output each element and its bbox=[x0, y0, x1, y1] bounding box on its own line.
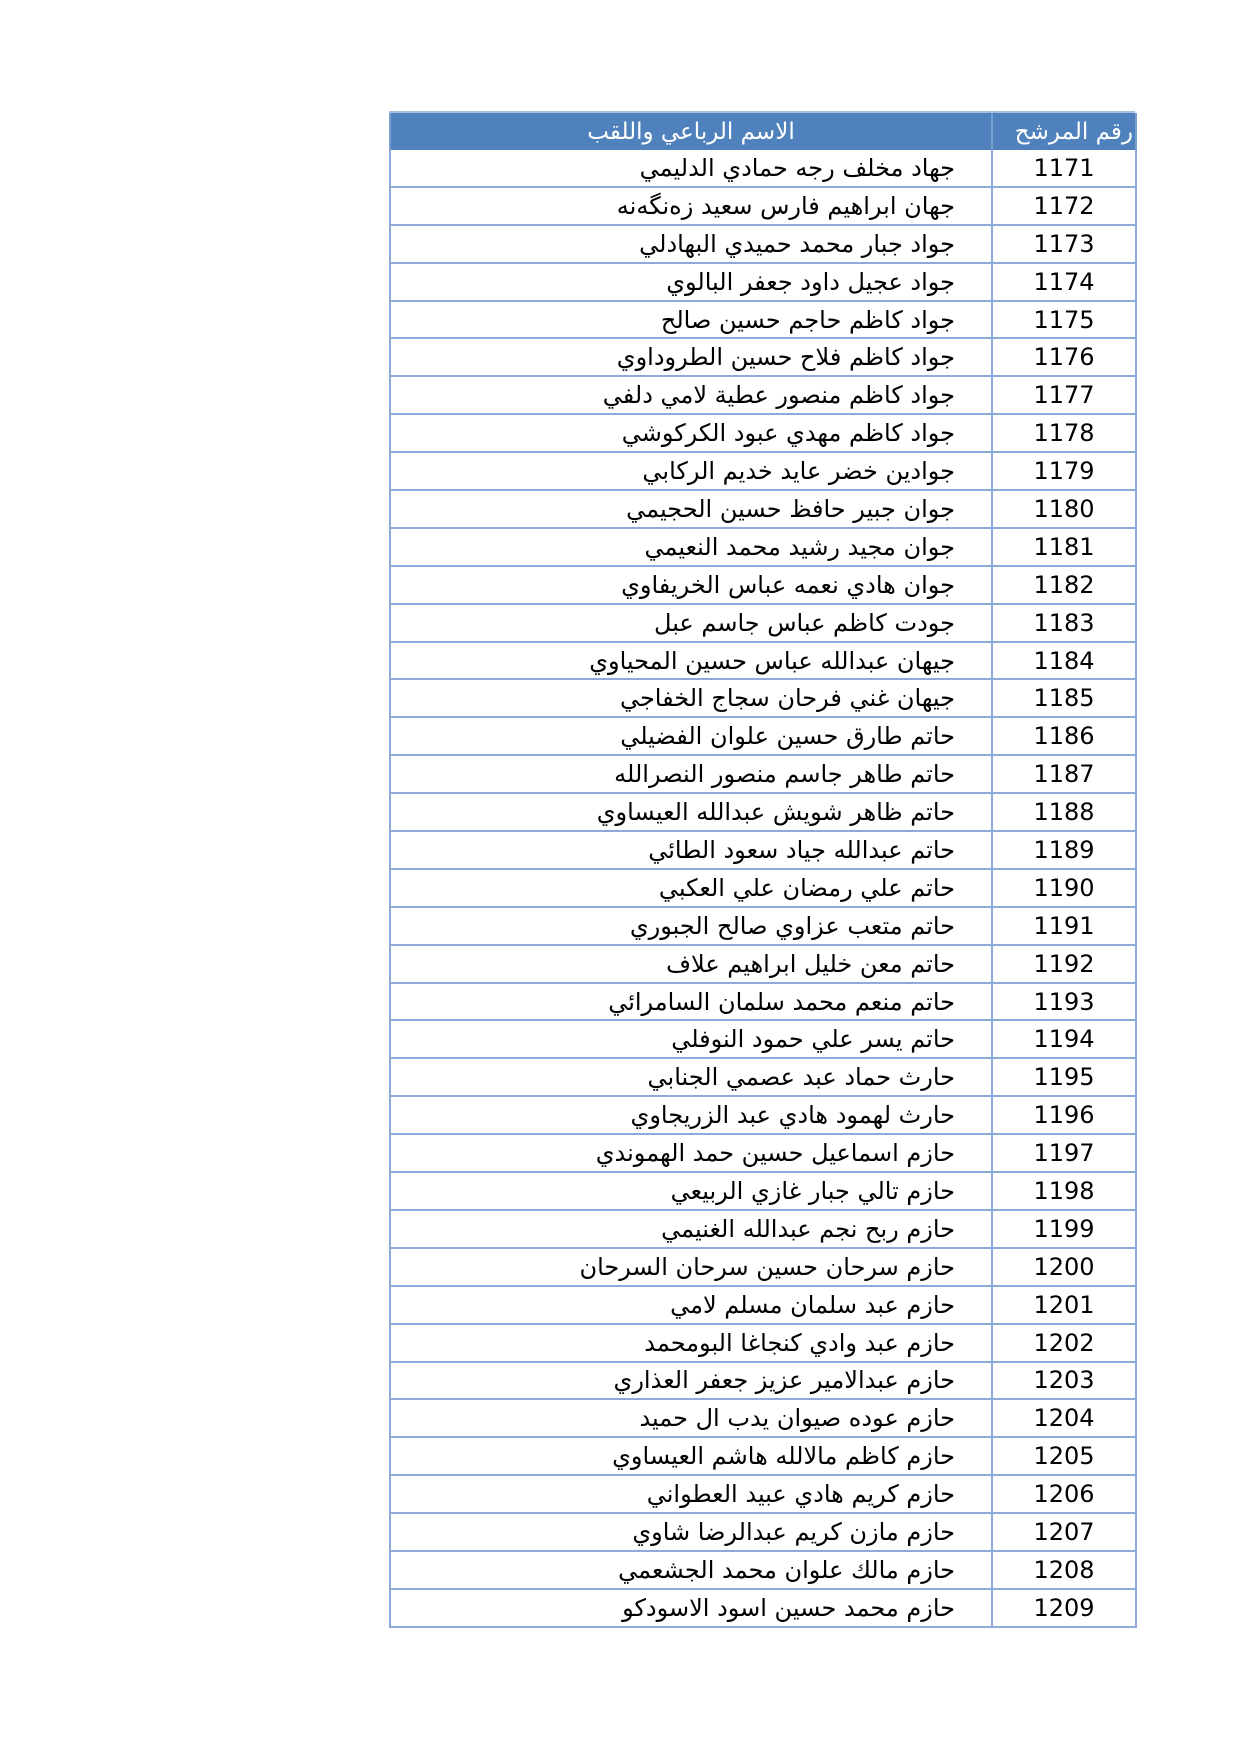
table-row bbox=[390, 338, 1136, 376]
candidate-name-cell: حاتم يسر علي حمود النوفلي bbox=[390, 1020, 992, 1058]
candidate-name-cell: حازم اسماعيل حسين حمد الهموندي bbox=[390, 1134, 992, 1172]
candidate-number-cell: 1190 bbox=[992, 869, 1136, 907]
candidate-name-cell: حاتم طاهر جاسم منصور النصرالله bbox=[390, 755, 992, 793]
candidate-number-cell: 1181 bbox=[992, 528, 1136, 566]
candidate-name-cell: جوان هادي نعمه عباس الخريفاوي bbox=[390, 566, 992, 604]
table-row bbox=[390, 1134, 1136, 1172]
candidate-name-cell: جيهان عبدالله عباس حسين المحياوي bbox=[390, 642, 992, 680]
table-row bbox=[390, 604, 1136, 642]
table-body bbox=[390, 150, 1136, 1627]
candidate-number-cell: 1174 bbox=[992, 263, 1136, 301]
table-row bbox=[390, 1096, 1136, 1134]
candidate-name-cell: جوان جبير حافظ حسين الحجيمي bbox=[390, 490, 992, 528]
table-row bbox=[390, 831, 1136, 869]
table-row bbox=[390, 376, 1136, 414]
candidate-number-cell: 1205 bbox=[992, 1437, 1136, 1475]
candidate-number-cell: 1207 bbox=[992, 1513, 1136, 1551]
candidate-name-cell: جهاد مخلف رجه حمادي الدليمي bbox=[390, 150, 992, 187]
candidate-name-cell: جيهان غني فرحان سجاج الخفاجي bbox=[390, 679, 992, 717]
candidate-name-cell: جواد جبار محمد حميدي البهادلي bbox=[390, 225, 992, 263]
candidate-number-cell: 1175 bbox=[992, 301, 1136, 339]
header-candidate-number: رقم المرشح bbox=[992, 113, 1136, 150]
candidate-number-cell: 1189 bbox=[992, 831, 1136, 869]
candidate-number-cell: 1183 bbox=[992, 604, 1136, 642]
candidate-name-cell: حازم مالك علوان محمد الجشعمي bbox=[390, 1551, 992, 1589]
table-row bbox=[390, 1172, 1136, 1210]
candidate-number-cell: 1201 bbox=[992, 1286, 1136, 1324]
candidate-number-cell: 1206 bbox=[992, 1475, 1136, 1513]
candidate-number-cell: 1192 bbox=[992, 945, 1136, 983]
candidate-number-cell: 1180 bbox=[992, 490, 1136, 528]
table-row bbox=[390, 945, 1136, 983]
candidate-number-cell: 1196 bbox=[992, 1096, 1136, 1134]
table-row bbox=[390, 1589, 1136, 1627]
candidate-number-cell: 1209 bbox=[992, 1589, 1136, 1627]
table-row bbox=[390, 755, 1136, 793]
candidate-name-cell: جوان مجيد رشيد محمد النعيمي bbox=[390, 528, 992, 566]
table-row bbox=[390, 1210, 1136, 1248]
candidate-number-cell: 1194 bbox=[992, 1020, 1136, 1058]
candidate-number-cell: 1193 bbox=[992, 983, 1136, 1021]
table-row bbox=[390, 150, 1136, 187]
table-row bbox=[390, 1248, 1136, 1286]
candidate-number-cell: 1200 bbox=[992, 1248, 1136, 1286]
table-row bbox=[390, 414, 1136, 452]
table-row bbox=[390, 187, 1136, 225]
candidate-name-cell: حازم كاظم مالالله هاشم العيساوي bbox=[390, 1437, 992, 1475]
candidate-number-cell: 1171 bbox=[992, 150, 1136, 187]
candidate-number-cell: 1188 bbox=[992, 793, 1136, 831]
candidate-number-cell: 1191 bbox=[992, 907, 1136, 945]
table-row bbox=[390, 566, 1136, 604]
candidate-name-cell: حاتم عبدالله جياد سعود الطائي bbox=[390, 831, 992, 869]
table-row bbox=[390, 642, 1136, 680]
table-row bbox=[390, 1475, 1136, 1513]
candidate-name-cell: جواد كاظم حاجم حسين صالح bbox=[390, 301, 992, 339]
table-row bbox=[390, 679, 1136, 717]
candidate-name-cell: جهان ابراهيم فارس سعيد زەنگەنه bbox=[390, 187, 992, 225]
candidate-number-cell: 1178 bbox=[992, 414, 1136, 452]
table-row bbox=[390, 263, 1136, 301]
table-row bbox=[390, 1399, 1136, 1437]
candidate-number-cell: 1177 bbox=[992, 376, 1136, 414]
table-row bbox=[390, 1286, 1136, 1324]
candidate-number-cell: 1187 bbox=[992, 755, 1136, 793]
candidate-number-cell: 1172 bbox=[992, 187, 1136, 225]
candidate-number-cell: 1208 bbox=[992, 1551, 1136, 1589]
candidate-number-cell: 1184 bbox=[992, 642, 1136, 680]
candidate-table bbox=[389, 113, 1137, 1628]
candidate-name-cell: حاتم ظاهر شويش عبدالله العيساوي bbox=[390, 793, 992, 831]
candidate-number-cell: 1173 bbox=[992, 225, 1136, 263]
candidate-name-cell: جوادين خضر عايد خديم الركابي bbox=[390, 452, 992, 490]
table-header-row bbox=[390, 113, 1136, 150]
candidate-name-cell: حاتم علي رمضان علي العكبي bbox=[390, 869, 992, 907]
candidate-name-cell: حازم تالي جبار غازي الربيعي bbox=[390, 1172, 992, 1210]
candidate-name-cell: حارث لهمود هادي عبد الزريجاوي bbox=[390, 1096, 992, 1134]
candidate-name-cell: حازم ربح نجم عبدالله الغنيمي bbox=[390, 1210, 992, 1248]
candidate-number-cell: 1198 bbox=[992, 1172, 1136, 1210]
candidate-name-cell: حاتم متعب عزاوي صالح الجبوري bbox=[390, 907, 992, 945]
candidate-name-cell: حاتم معن خليل ابراهيم علاف bbox=[390, 945, 992, 983]
table-row bbox=[390, 1551, 1136, 1589]
candidate-number-cell: 1204 bbox=[992, 1399, 1136, 1437]
table-row bbox=[390, 528, 1136, 566]
table-row bbox=[390, 301, 1136, 339]
candidate-name-cell: جواد كاظم مهدي عبود الكركوشي bbox=[390, 414, 992, 452]
candidate-number-cell: 1195 bbox=[992, 1058, 1136, 1096]
candidate-name-cell: حازم عوده صيوان يدب ال حميد bbox=[390, 1399, 992, 1437]
table-row bbox=[390, 1058, 1136, 1096]
candidate-number-cell: 1179 bbox=[992, 452, 1136, 490]
table-row bbox=[390, 869, 1136, 907]
candidate-number-cell: 1185 bbox=[992, 679, 1136, 717]
table-row bbox=[390, 1513, 1136, 1551]
candidate-number-cell: 1176 bbox=[992, 338, 1136, 376]
table-row bbox=[390, 225, 1136, 263]
candidate-name-cell: حازم عبد سلمان مسلم لامي bbox=[390, 1286, 992, 1324]
candidate-number-cell: 1203 bbox=[992, 1362, 1136, 1400]
candidate-number-cell: 1186 bbox=[992, 717, 1136, 755]
candidate-name-cell: حارث حماد عبد عصمي الجنابي bbox=[390, 1058, 992, 1096]
table-row bbox=[390, 1324, 1136, 1362]
table-row bbox=[390, 490, 1136, 528]
candidate-name-cell: حازم مازن كريم عبدالرضا شاوي bbox=[390, 1513, 992, 1551]
candidate-name-cell: حازم سرحان حسين سرحان السرحان bbox=[390, 1248, 992, 1286]
candidate-name-cell: حاتم طارق حسين علوان الفضيلي bbox=[390, 717, 992, 755]
table-row bbox=[390, 793, 1136, 831]
table-row bbox=[390, 717, 1136, 755]
table-row bbox=[390, 907, 1136, 945]
candidate-name-cell: جواد عجيل داود جعفر البالوي bbox=[390, 263, 992, 301]
candidate-name-cell: جواد كاظم فلاح حسين الطروداوي bbox=[390, 338, 992, 376]
candidate-name-cell: حازم عبد وادي كنجاغا البومحمد bbox=[390, 1324, 992, 1362]
candidate-number-cell: 1182 bbox=[992, 566, 1136, 604]
table-row bbox=[390, 1437, 1136, 1475]
table-row bbox=[390, 983, 1136, 1021]
header-top-border bbox=[389, 111, 1135, 113]
candidate-name-cell: حاتم منعم محمد سلمان السامرائي bbox=[390, 983, 992, 1021]
candidate-number-cell: 1197 bbox=[992, 1134, 1136, 1172]
candidate-name-cell: حازم محمد حسين اسود الاسودكو bbox=[390, 1589, 992, 1627]
header-full-name: الاسم الرباعي واللقب bbox=[390, 113, 992, 150]
candidate-name-cell: جواد كاظم منصور عطية لامي دلفي bbox=[390, 376, 992, 414]
candidate-name-cell: جودت كاظم عباس جاسم عبل bbox=[390, 604, 992, 642]
candidate-name-cell: حازم عبدالامير عزيز جعفر العذاري bbox=[390, 1362, 992, 1400]
table-row bbox=[390, 1020, 1136, 1058]
table-row bbox=[390, 452, 1136, 490]
table-row bbox=[390, 1362, 1136, 1400]
candidate-name-cell: حازم كريم هادي عبيد العطواني bbox=[390, 1475, 992, 1513]
candidate-table-container bbox=[389, 113, 1135, 1628]
candidate-number-cell: 1202 bbox=[992, 1324, 1136, 1362]
candidate-number-cell: 1199 bbox=[992, 1210, 1136, 1248]
